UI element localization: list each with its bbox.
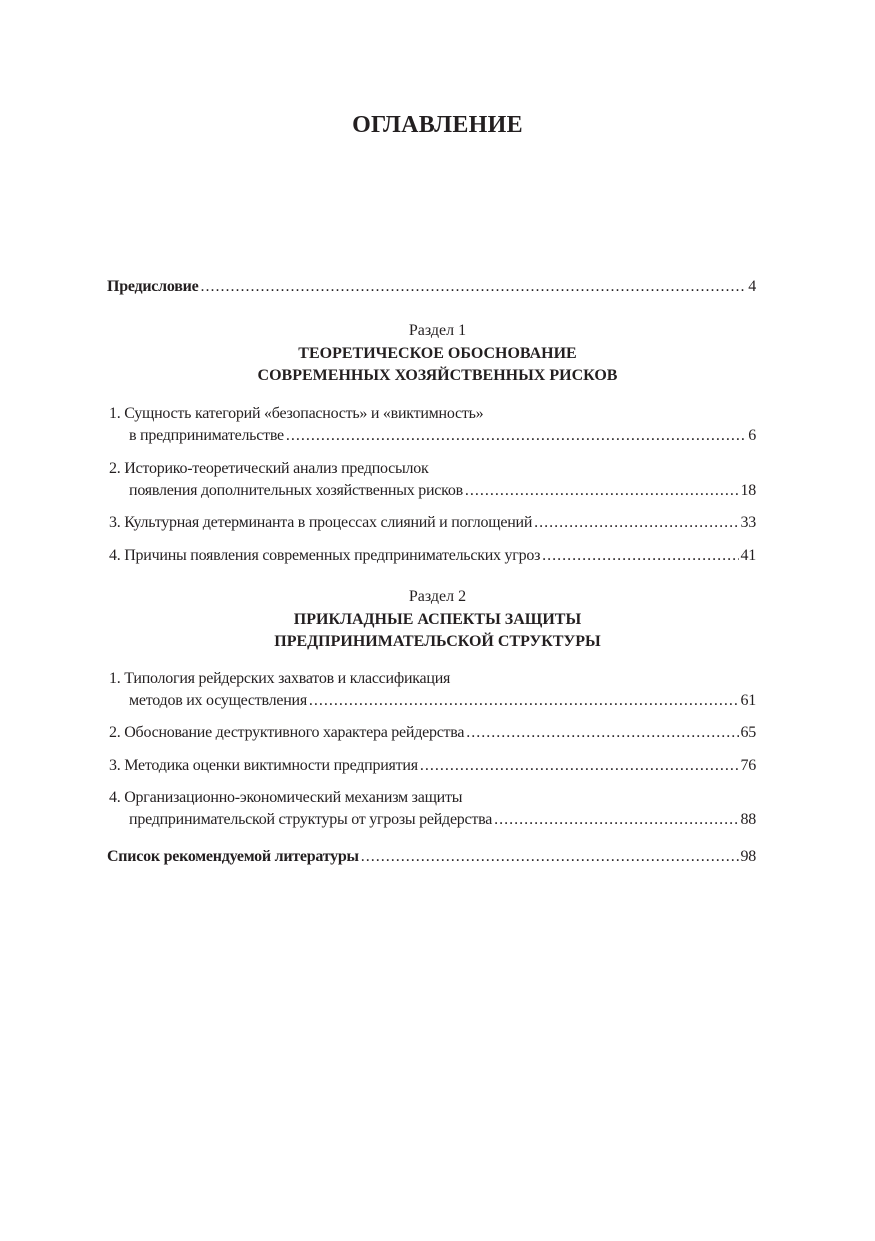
toc-entry-bibliography[interactable]: [107, 846, 756, 868]
entry-label: 3. Методика оценки виктимности предприятия: [109, 757, 418, 774]
dot-leader: [494, 809, 738, 831]
toc-entry[interactable]: [107, 755, 756, 777]
section-heading-line: СОВРЕМЕННЫХ ХОЗЯЙСТВЕННЫХ РИСКОВ: [257, 367, 618, 384]
dot-leader: [542, 545, 738, 567]
entry-page: 65: [740, 724, 756, 741]
entry-page: 61: [740, 692, 756, 709]
section-2-header: [0, 586, 875, 654]
dot-leader: [361, 846, 739, 868]
toc-entry[interactable]: [107, 458, 756, 502]
entry-label: методов их осуществления: [129, 692, 307, 709]
entry-label: 1. Типология рейдерских захватов и классификация: [109, 670, 451, 687]
entry-page: 18: [740, 482, 756, 499]
section-label: Раздел 1: [408, 322, 467, 339]
section-label: Раздел 2: [408, 588, 467, 605]
toc-entry-preface[interactable]: [107, 276, 756, 298]
dot-leader: [309, 690, 739, 712]
dot-leader: [200, 276, 746, 298]
entry-label: 2. Обоснование деструктивного характера рейдерства: [109, 724, 465, 741]
entry-page: 41: [740, 547, 756, 564]
dot-leader: [465, 480, 739, 502]
entry-label: Список рекомендуемой литературы: [107, 848, 359, 865]
toc-entry[interactable]: [107, 668, 756, 712]
page-title: ОГЛАВЛЕНИЕ: [352, 112, 523, 138]
section-1-header: [0, 320, 875, 388]
section-heading-line: ПРИКЛАДНЫЕ АСПЕКТЫ ЗАЩИТЫ: [293, 610, 582, 628]
entry-page: 88: [740, 811, 756, 828]
entry-label: Предисловие: [107, 278, 199, 295]
toc-entry[interactable]: [107, 722, 756, 744]
dot-leader: [420, 755, 739, 777]
entry-page: 76: [740, 757, 756, 774]
section-heading-line: ПРЕДПРИНИМАТЕЛЬСКОЙ СТРУКТУРЫ: [274, 633, 601, 650]
entry-label: 4. Организационно-экономический механизм защиты: [109, 789, 463, 806]
entry-page: 33: [740, 514, 756, 531]
entry-label: в предпринимательстве: [129, 427, 284, 444]
dot-leader: [534, 512, 738, 534]
section-heading-line: ТЕОРЕТИЧЕСКОЕ ОБОСНОВАНИЕ: [298, 344, 577, 362]
entry-page: 6: [748, 427, 756, 444]
entry-page: 98: [740, 848, 756, 865]
toc-entry[interactable]: [107, 512, 756, 534]
entry-label: 3. Культурная детерминанта в процессах слияний и поглощений: [109, 514, 533, 531]
entry-label: 1. Сущность категорий «безопасность» и «виктимность»: [109, 405, 484, 422]
dot-leader: [286, 425, 746, 447]
toc-entry[interactable]: [107, 787, 756, 831]
toc-entry[interactable]: [107, 545, 756, 567]
entry-label: 2. Историко-теоретический анализ предпосылок: [109, 460, 429, 477]
entry-label: появления дополнительных хозяйственных рисков: [129, 482, 463, 499]
entry-label: предпринимательской структуры от угрозы рейдерства: [129, 811, 493, 828]
toc-entry[interactable]: [107, 403, 756, 447]
entry-page: 4: [748, 278, 756, 295]
dot-leader: [466, 722, 738, 744]
entry-label: 4. Причины появления современных предпринимательских угроз: [109, 547, 541, 564]
